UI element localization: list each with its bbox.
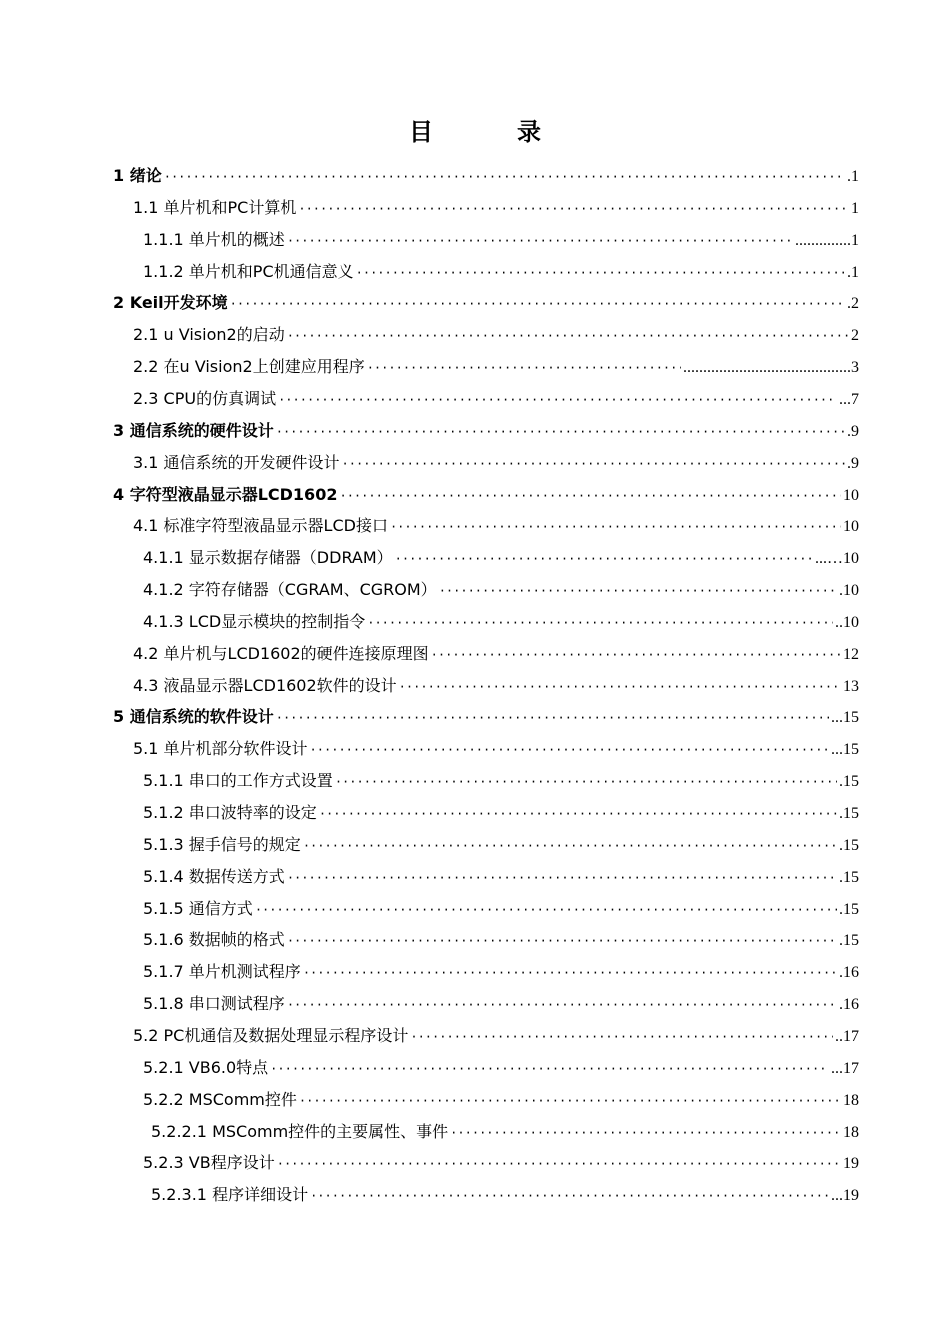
toc-entry-label: 5.1.8 串口测试程序 <box>143 994 285 1014</box>
toc-dot-leader <box>276 703 829 733</box>
toc-entry[interactable] <box>143 257 859 287</box>
toc-entry[interactable] <box>151 1180 859 1210</box>
toc-entry-page: .10 <box>839 582 859 600</box>
toc-entry-page: ..............1 <box>795 231 859 249</box>
toc-dot-leader <box>339 481 841 511</box>
toc-dot-leader <box>431 640 841 670</box>
toc-entry-label: 5.1 单片机部分软件设计 <box>133 739 308 759</box>
toc-dot-leader <box>255 895 837 925</box>
toc-entry-page: 1 <box>851 199 859 217</box>
toc-entry[interactable] <box>143 766 859 796</box>
toc-entry[interactable] <box>143 543 859 573</box>
toc-entry-page: .15 <box>839 805 859 822</box>
toc-entry[interactable] <box>143 1148 859 1178</box>
toc-entry-label: 5.2.3 VB程序设计 <box>143 1153 275 1173</box>
toc-dot-leader <box>270 1054 829 1084</box>
toc-dot-leader <box>299 1086 841 1116</box>
toc-entry-label: 5.1.1 串口的工作方式设置 <box>143 771 333 791</box>
toc-entry-page: 18 <box>843 1123 859 1141</box>
toc-dot-leader <box>342 449 845 479</box>
toc-entry-page: ..10 <box>835 613 859 631</box>
toc-dot-leader <box>287 863 837 893</box>
toc-entry-page: ...15 <box>831 741 859 759</box>
toc-entry-page: ...…10 <box>815 550 859 568</box>
toc-dot-leader <box>319 799 837 829</box>
toc-entry-label: 1.1 单片机和PC计算机 <box>133 197 297 217</box>
toc-dot-leader <box>278 385 837 415</box>
toc-entry[interactable] <box>143 989 859 1019</box>
toc-entry-label: 5.1.4 数据传送方式 <box>143 866 285 886</box>
toc-entry-label: 5.2.3.1 程序详细设计 <box>151 1185 309 1205</box>
toc-entry[interactable] <box>133 671 859 701</box>
toc-dot-leader <box>410 1022 833 1052</box>
toc-entry[interactable] <box>143 925 859 955</box>
toc-dot-leader <box>399 672 841 702</box>
toc-entry-label: 5.2.2.1 MSComm控件的主要属性、事件 <box>151 1121 449 1141</box>
toc-entry-label: 4.1.1 显示数据存储器（DDRAM） <box>143 548 393 568</box>
toc-entry[interactable] <box>113 702 859 732</box>
toc-entry[interactable] <box>133 511 859 541</box>
toc-entry[interactable] <box>113 480 859 510</box>
toc-entry-label: 5.1.7 单片机测试程序 <box>143 962 301 982</box>
toc-entry-page: ...19 <box>831 1187 859 1205</box>
toc-dot-leader <box>164 162 845 192</box>
toc-entry[interactable] <box>143 798 859 828</box>
toc-dot-leader <box>287 926 837 956</box>
toc-dot-leader <box>450 1118 841 1148</box>
toc-entry[interactable] <box>133 1021 859 1051</box>
toc-entry[interactable] <box>143 830 859 860</box>
toc-entry-label: 4.3 液晶显示器LCD1602软件的设计 <box>133 675 397 695</box>
toc-entry-page: .15 <box>839 932 859 950</box>
toc-entry-page: .15 <box>839 868 859 886</box>
toc-dot-leader <box>230 289 845 319</box>
toc-entry[interactable] <box>133 734 859 764</box>
toc-entry-label: 2.1 u Vision2的启动 <box>133 325 285 345</box>
toc-entry-label: 1 绪论 <box>113 166 162 185</box>
toc-entry[interactable] <box>113 288 859 318</box>
toc-entry-page: 12 <box>843 645 859 663</box>
toc-dot-leader <box>335 767 837 797</box>
toc-entry-page: .1 <box>847 168 859 185</box>
toc-entry-label: 5.1.3 握手信号的规定 <box>143 834 301 854</box>
toc-entry[interactable] <box>143 862 859 892</box>
toc-entry-label: 5.1.2 串口波特率的设定 <box>143 803 317 822</box>
toc-entry-page: .2 <box>847 295 859 313</box>
toc-entry-label: 3.1 通信系统的开发硬件设计 <box>133 452 340 472</box>
toc-entry[interactable] <box>133 448 859 478</box>
toc-entry-page: .16 <box>839 964 859 982</box>
toc-entry[interactable] <box>133 639 859 669</box>
toc-entry-label: 5.1.5 通信方式 <box>143 898 253 918</box>
toc-title-right: 录 <box>517 118 541 146</box>
toc-entry-label: 5.2 PC机通信及数据处理显示程序设计 <box>133 1025 409 1045</box>
toc-entry[interactable] <box>133 320 859 350</box>
toc-entry[interactable] <box>143 225 859 255</box>
toc-dot-leader <box>390 512 841 542</box>
toc-entry-page: ..17 <box>835 1027 859 1045</box>
toc-dot-leader <box>277 1149 841 1179</box>
toc-entry-page: 19 <box>843 1155 859 1173</box>
toc-entry-page: .15 <box>839 773 859 791</box>
toc-entry-page: ...15 <box>831 709 859 727</box>
toc-entry-page: .1 <box>847 263 859 281</box>
toc-entry-page: ...17 <box>831 1059 859 1077</box>
toc-entry-page: .15 <box>839 900 859 918</box>
toc-dot-leader <box>303 958 837 988</box>
toc-entry-label: 1.1.1 单片机的概述 <box>143 229 285 249</box>
toc-dot-leader <box>310 735 829 765</box>
toc-entry-label: 4.1 标准字符型液晶显示器LCD接口 <box>133 516 388 536</box>
toc-entry-label: 4 字符型液晶显示器LCD1602 <box>113 484 338 504</box>
toc-dot-leader <box>356 258 845 288</box>
toc-entry-label: 3 通信系统的硬件设计 <box>113 420 274 440</box>
toc-dot-leader <box>287 226 793 256</box>
toc-entry-label: 5 通信系统的软件设计 <box>113 707 274 727</box>
toc-entry-label: 5.2.2 MSComm控件 <box>143 1089 297 1109</box>
toc-entry-page: 2 <box>851 327 859 345</box>
toc-dot-leader <box>310 1181 829 1211</box>
toc-entry-label: 5.2.1 VB6.0特点 <box>143 1057 269 1077</box>
toc-entry-label: 2.3 CPU的仿真调试 <box>133 388 277 408</box>
toc-entry[interactable] <box>143 894 859 924</box>
toc-dot-leader <box>367 353 681 383</box>
toc-entry[interactable] <box>143 607 859 637</box>
toc-entry[interactable] <box>113 161 859 191</box>
toc-dot-leader <box>298 194 849 224</box>
toc-entry[interactable] <box>151 1117 859 1147</box>
toc-entry-label: 4.1.2 字符存储器（CGRAM、CGROM） <box>143 580 437 600</box>
toc-dot-leader <box>276 417 845 447</box>
toc-dot-leader <box>287 990 837 1020</box>
toc-entry-page: ..........................................3 <box>683 359 859 377</box>
toc-dot-leader <box>395 544 813 574</box>
toc-entry-page: .16 <box>839 996 859 1014</box>
toc-entry-label: 5.1.6 数据帧的格式 <box>143 930 285 950</box>
toc-entry[interactable] <box>133 352 859 382</box>
toc-entry-page: ...7 <box>839 390 859 408</box>
toc-dot-leader <box>439 576 837 606</box>
toc-entry-page: 10 <box>843 518 859 536</box>
toc-entry-label: 2 Keil开发环境 <box>113 293 228 313</box>
toc-entry-label: 4.2 单片机与LCD1602的硬件连接原理图 <box>133 643 429 663</box>
toc-entry[interactable] <box>143 1053 859 1083</box>
toc-dot-leader <box>287 321 849 351</box>
toc-entry-label: 4.1.3 LCD显示模块的控制指令 <box>143 611 366 631</box>
toc-entry-page: 13 <box>843 677 859 695</box>
toc-title <box>0 112 950 152</box>
toc-entry-page: .9 <box>847 422 859 440</box>
toc-dot-leader <box>367 608 833 638</box>
toc-entry[interactable] <box>143 1085 859 1115</box>
toc-dot-leader <box>303 831 837 861</box>
toc-entry-label: 1.1.2 单片机和PC机通信意义 <box>143 261 354 281</box>
toc-entry-page: 18 <box>843 1091 859 1109</box>
toc-entry[interactable] <box>133 193 859 223</box>
toc-entry-page: .15 <box>839 836 859 854</box>
toc-title-left: 目 <box>409 118 433 146</box>
toc-entry-page: 10 <box>843 486 859 504</box>
toc-entry[interactable] <box>143 575 859 605</box>
toc-entry[interactable] <box>143 957 859 987</box>
toc-entry-page: .9 <box>847 454 859 472</box>
toc-entry[interactable] <box>113 416 859 446</box>
toc-entry-label: 2.2 在u Vision2上创建应用程序 <box>133 357 365 377</box>
toc-entry[interactable] <box>133 384 859 414</box>
